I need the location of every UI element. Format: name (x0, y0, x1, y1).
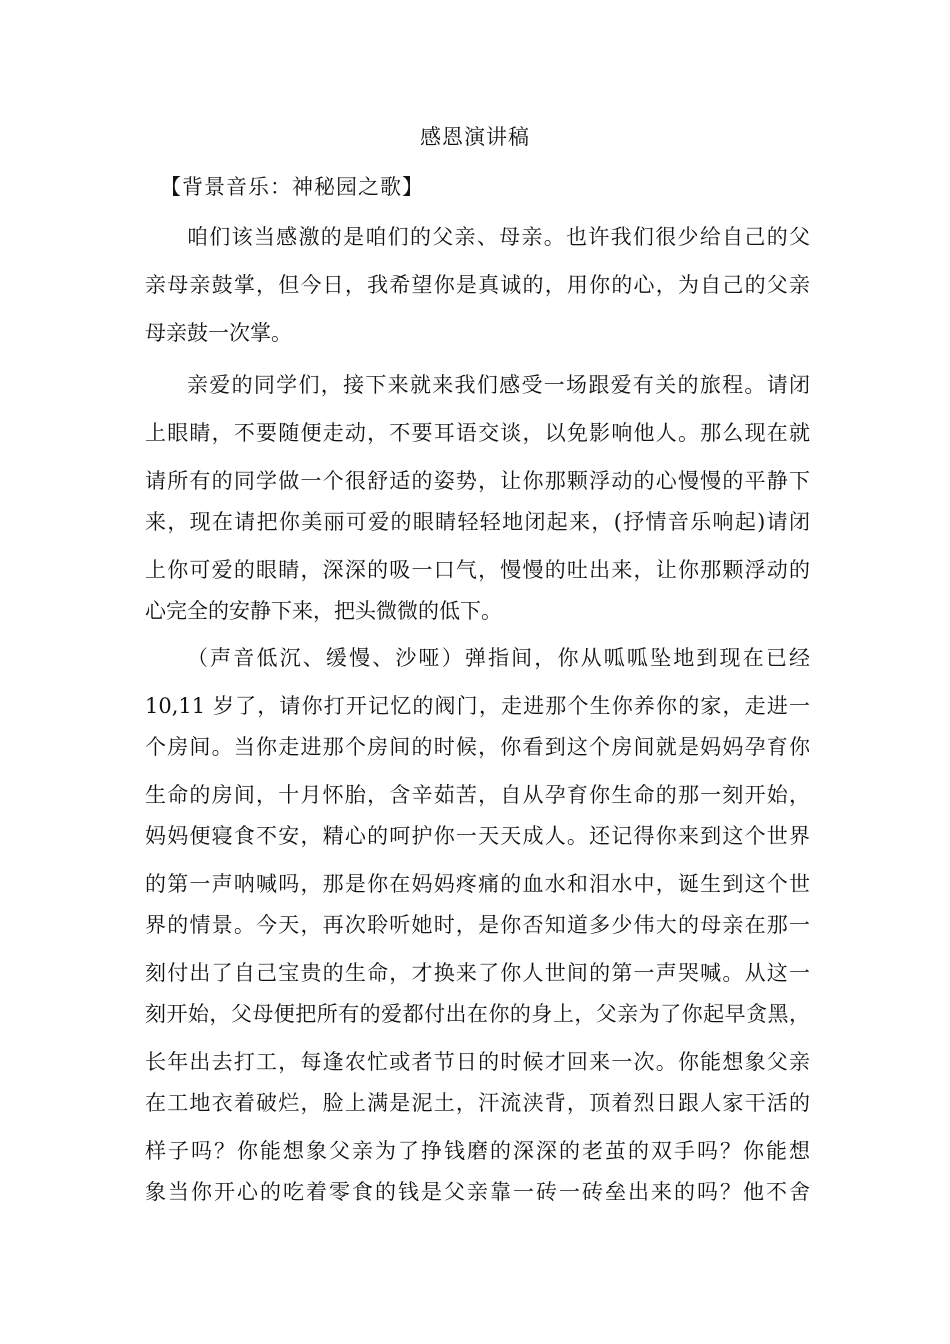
paragraph-2-line-4: 来，现在请把你美丽可爱的眼睛轻轻地闭起来，(抒情音乐响起)请闭 (145, 510, 810, 534)
paragraph-3-line-5: 妈妈便寝食不安，精心的呵护你一天天成人。还记得你来到这个世界 (145, 824, 810, 848)
paragraph-3-line-4: 生命的房间，十月怀胎，含辛茹苦，自从孕育你生命的那一刻开始， (145, 783, 810, 807)
paragraph-2-line-6: 心完全的安静下来，把头微微的低下。 (145, 599, 502, 623)
paragraph-2-line-5: 上你可爱的眼睛，深深的吸一口气，慢慢的吐出来，让你那颗浮动的 (145, 558, 810, 582)
paragraph-3-line-13: 象当你开心的吃着零食的钱是父亲靠一砖一砖垒出来的吗？他不舍 (145, 1180, 810, 1204)
paragraph-3-line-7: 界的情景。今天，再次聆听她时，是你否知道多少伟大的母亲在那一 (145, 913, 810, 937)
paragraph-2-line-3: 请所有的同学做一个很舒适的姿势，让你那颗浮动的心慢慢的平静下 (145, 469, 810, 493)
paragraph-3-line-6: 的第一声呐喊吗，那是你在妈妈疼痛的血水和泪水中，诞生到这个世 (145, 872, 810, 896)
paragraph-3-line-12: 样子吗？你能想象父亲为了挣钱磨的深深的老茧的双手吗？你能想 (145, 1139, 810, 1163)
paragraph-3-line-9: 刻开始，父母便把所有的爱都付出在你的身上，父亲为了你起早贪黑， (145, 1002, 810, 1026)
paragraph-3-line-1: （声音低沉、缓慢、沙哑）弹指间，你从呱呱坠地到现在已经 (187, 646, 810, 670)
paragraph-3-line-2: 10,11 岁了，请你打开记忆的阀门，走进那个生你养你的家，走进一 (145, 694, 810, 718)
background-music-note: 【背景音乐：神秘园之歌】 (160, 175, 424, 199)
paragraph-3-line-10: 长年出去打工，每逢农忙或者节日的时候才回来一次。你能想象父亲 (145, 1050, 810, 1074)
paragraph-2-line-2: 上眼睛，不要随便走动，不要耳语交谈，以免影响他人。那么现在就 (145, 421, 810, 445)
paragraph-1-line-1: 咱们该当感激的是咱们的父亲、母亲。也许我们很少给自己的父 (187, 225, 810, 249)
paragraph-3-line-11: 在工地衣着破烂，脸上满是泥土，汗流浃背，顶着烈日跟人家干活的 (145, 1091, 810, 1115)
paragraph-3-line-8: 刻付出了自己宝贵的生命，才换来了你人世间的第一声哭喊。从这一 (145, 961, 810, 985)
paragraph-1-line-2: 亲母亲鼓掌，但今日，我希望你是真诚的，用你的心，为自己的父亲 (145, 273, 810, 297)
document-title: 感恩演讲稿 (420, 125, 530, 149)
paragraph-1-line-3: 母亲鼓一次掌。 (145, 321, 292, 345)
paragraph-2-line-1: 亲爱的同学们，接下来就来我们感受一场跟爱有关的旅程。请闭 (187, 373, 810, 397)
paragraph-3-line-3: 个房间。当你走进那个房间的时候，你看到这个房间就是妈妈孕育你 (145, 735, 810, 759)
